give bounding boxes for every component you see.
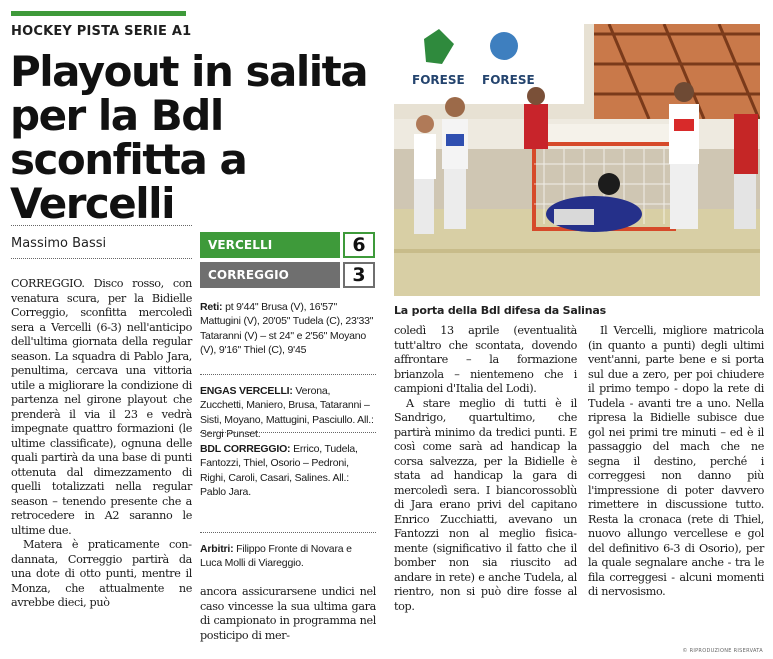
- paragraph: coledì 13 aprile (eventualità tutt'altro che scontata, dovendo affrontare – la formazione brianzola – nientemeno che i campioni d'Italia del Lodi).: [394, 324, 577, 395]
- away-team-score: 3: [343, 262, 375, 288]
- lineup-vercelli-label: ENGAS VERCELLI:: [200, 385, 293, 397]
- goals-text: pt 9'44" Brusa (V), 16'57" Mattugini (V), 20'05" Tudela (C), 23'33" Tataranni (V) – st 24" e 2'56" Moyano (V), 9'16" Thiel (C), 9'45: [200, 301, 374, 356]
- section-accent-bar: [11, 11, 186, 16]
- divider: [200, 532, 376, 533]
- home-team-name: VERCELLI: [200, 232, 340, 258]
- score-row-away: [200, 262, 375, 288]
- match-photo: [394, 24, 760, 296]
- divider: [200, 374, 376, 375]
- away-team-name: CORREGGIO: [200, 262, 340, 288]
- copyright-notice: © RIPRODUZIONE RISERVATA: [682, 648, 763, 654]
- lineup-correggio: [200, 442, 376, 499]
- goals-summary: [200, 300, 376, 357]
- referees-text: Filippo Fronte di Novara e Luca Molli di Viareggio.: [200, 543, 352, 570]
- hockey-action-image: [394, 24, 760, 296]
- paragraph: ancora assicurarsene undici nel caso vincesse la sua ultima gara di campionato in programma nel posticipo di mer-: [200, 585, 376, 642]
- goals-label: Reti:: [200, 301, 223, 313]
- photo-caption: La porta della Bdl difesa da Salinas: [394, 304, 606, 317]
- article-column-1: [11, 277, 192, 611]
- paragraph: CORREGGIO. Disco rosso, con venatura scura, per la Bidielle Correggio, sconfitta mercoledì sera a Vercelli (6-3) nell'anticipo dell'ultima giornata della regular season. La squadra di Pablo Jara, penultima, cercava una vittoria utile a migliorare la condizione di partenza nel girone playout che prenderà il via il 23 e vedrà impegnate quattro formazioni (le ultime classificate), ognuna delle quali partirà da una base di punti ottenuta dal dimezzamento di quelli totalizzati nella regular season – tenendo presente che a retrocedere in A2 saranno le ultime due.: [11, 277, 192, 537]
- score-row-home: [200, 232, 375, 258]
- article-column-3: [394, 324, 577, 614]
- headline-line-3: sconfitta a Vercelli: [10, 135, 247, 228]
- paragraph: A stare meglio di tutti è il Sandrigo, quartultimo, che partirà minimo da tredici punti. E così come sarà ad handicap la corsa salvezza, per la Bidielle è stata ad handicap la gara di mercoledì sera. I biancorossoblù di Jara erano privi del capitano Enrico Zucchiatti, avevano un Fantozzi non al meglio fisicamente (significativo il fatto che il bomber non sia riuscito ad andare in rete) e anche Tudela, al rientro, non si può dire fosse al top.: [394, 396, 577, 613]
- section-kicker: HOCKEY PISTA SERIE A1: [11, 24, 192, 39]
- svg-text:FORESE: FORESE: [482, 73, 535, 87]
- referees: [200, 542, 376, 571]
- author-byline: Massimo Bassi: [11, 236, 107, 251]
- headline-line-2: per la Bdl: [10, 91, 223, 140]
- divider: [11, 258, 192, 259]
- paragraph: Matera è praticamente condannata, Correggio partirà da una dote di otto punti, mentre il Monza, che attualmente ne avrebbe dieci, può: [11, 538, 192, 609]
- home-team-score: 6: [343, 232, 375, 258]
- referees-label: Arbitri:: [200, 543, 234, 555]
- lineup-correggio-label: BDL CORREGGIO:: [200, 443, 291, 455]
- svg-text:FORESE: FORESE: [412, 73, 465, 87]
- lineup-vercelli-text: Verona, Zucchetti, Maniero, Brusa, Tataranni – Sisti, Moyano, Mattugini, Pasciullo. All.: Sergi Punset.: [200, 385, 374, 440]
- headline: [10, 47, 385, 228]
- lineup-correggio-text: Errico, Tudela, Fantozzi, Thiel, Osorio – Pedroni, Righi, Caroli, Casari, Salines. All.: Pablo Jara.: [200, 443, 358, 498]
- headline-line-1: Playout in salita: [10, 47, 368, 96]
- article-column-2: [200, 585, 376, 643]
- article-column-4: [588, 324, 764, 600]
- paragraph: Il Vercelli, migliore matricola (in quanto a punti) degli ultimi vent'anni, parte bene e si porta sul due a zero, per poi chiudere il primo tempo - dopo la rete di Tudela - avanti tre a uno. Nella ripresa la Bidielle subisce due gol nei primi tre minuti – ed è il passaggio del mach che ne segna il destino, perché i correggesi non danno più l'impressione di poter davvero rimettere in discussione tutto. Resta la cronaca (rete di Thiel, nuovo allungo vercellese e gol del definitivo 6-3 di Osorio), per la quale segnalare anche - tra le fila correggesi - alcuni momenti di nervosismo.: [588, 324, 764, 598]
- divider: [200, 432, 376, 433]
- divider: [11, 225, 192, 226]
